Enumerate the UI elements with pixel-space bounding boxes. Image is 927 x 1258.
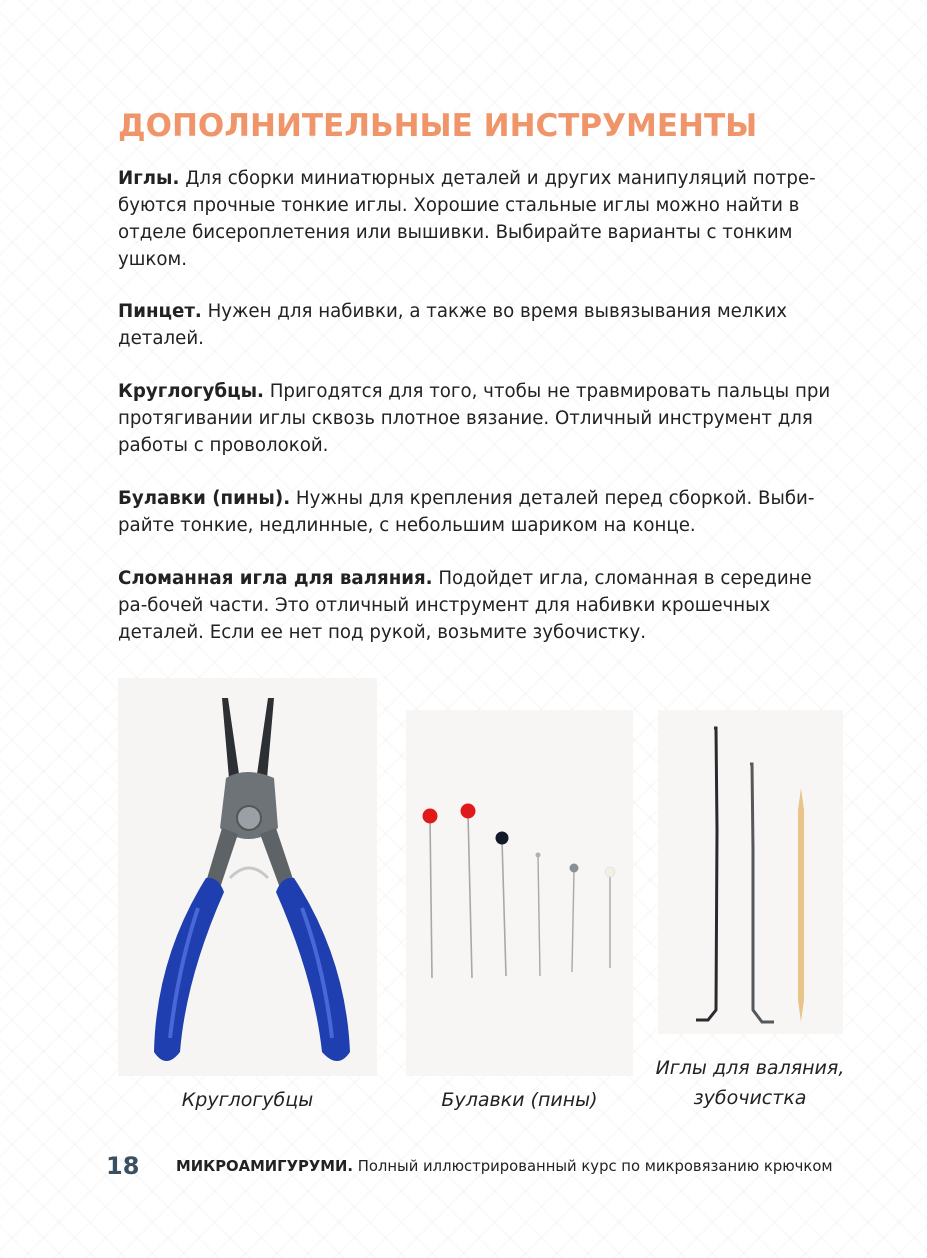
pin-flat-head — [536, 853, 541, 858]
pin-black-head — [496, 832, 509, 845]
needles-photo — [658, 710, 843, 1034]
text-pliers: Пригодятся для того, чтобы не травмировать пальцы при протягивании иглы сквозь плотное вязание. Отличный инструмент для работы с проволокой. — [118, 381, 831, 456]
page-title: ДОПОЛНИТЕЛЬНЫЕ ИНСТРУМЕНТЫ — [118, 108, 758, 144]
text-tweezers: Нужен для набивки, а также во время вывязывания мелких деталей. — [118, 301, 788, 349]
pliers-handle-right — [276, 878, 350, 1061]
pliers-illustration — [118, 678, 377, 1076]
pliers-photo — [118, 678, 377, 1076]
pin-grey-head — [570, 864, 579, 873]
pin-white-head — [605, 867, 615, 877]
toothpick — [798, 788, 804, 1022]
pins-illustration — [406, 710, 633, 1076]
pin-red-head-2 — [461, 804, 476, 819]
caption-needles-line1: Иглы для валяния, — [655, 1057, 845, 1079]
pin-red-head-1 — [423, 809, 438, 824]
paragraph-pins — [118, 485, 838, 539]
text-broken-needle: Подойдет игла, сломанная в середине ра-бочей части. Это отличный инструмент для набивки крошечных деталей. Если ее нет под рукой, возьмите зубочистку. — [118, 568, 812, 643]
caption-pliers: Круглогубцы — [181, 1089, 314, 1111]
paragraph-pliers — [118, 378, 838, 459]
caption-needles-line2: зубочистка — [693, 1087, 807, 1109]
term-pliers: Круглогубцы. — [118, 381, 264, 402]
paragraph-needles — [118, 165, 838, 273]
text-needles: Для сборки миниатюрных деталей и других манипуляций потре-буются прочные тонкие иглы. Хорошие стальные иглы можно найти в отделе бисероплетения или вышивки. Выбирайте варианты с тонким ушком. — [118, 168, 816, 270]
page-number: 18 — [106, 1152, 140, 1180]
paragraph-tweezers — [118, 298, 838, 352]
felting-needle-long — [696, 728, 717, 1020]
term-needles: Иглы. — [118, 168, 180, 189]
caption-needles — [640, 1053, 860, 1113]
felting-needle-short — [750, 764, 774, 1022]
book-subtitle: Полный иллюстрированный курс по микровязанию крючком — [353, 1158, 833, 1175]
caption-pins: Булавки (пины) — [441, 1089, 598, 1111]
pins-photo — [406, 710, 633, 1076]
text-pins: Нужны для крепления деталей перед сборкой. Выби-райте тонкие, недлинные, с небольшим шариком на конце. — [118, 488, 815, 536]
term-broken-needle: Сломанная игла для валяния. — [118, 568, 433, 589]
pliers-handle-left — [154, 878, 224, 1061]
term-pins: Булавки (пины). — [118, 488, 291, 509]
term-tweezers: Пинцет. — [118, 301, 202, 322]
pliers-pivot — [237, 806, 261, 830]
running-footer — [176, 1158, 833, 1175]
pliers-spring — [230, 868, 268, 878]
paragraph-broken-needle — [118, 565, 838, 646]
book-title: МИКРОАМИГУРУМИ. — [176, 1158, 354, 1175]
needles-illustration — [658, 710, 843, 1034]
